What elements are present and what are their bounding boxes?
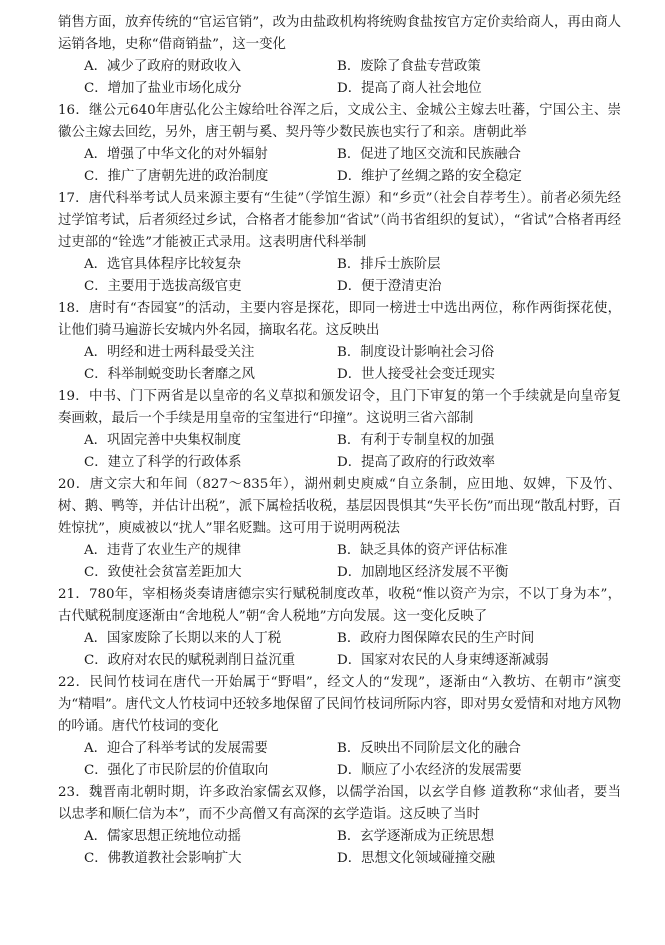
question-16 <box>58 100 621 188</box>
option-a: A．增强了中华文化的对外辐射 <box>84 147 268 162</box>
question-options <box>58 628 621 672</box>
option-d: D．加剧地区经济发展不平衡 <box>337 565 509 580</box>
option-a: A．选官具体程序比较复杂 <box>84 257 241 272</box>
question-20 <box>58 474 621 584</box>
option-b: B．反映出不同阶层文化的融合 <box>337 741 521 756</box>
option-c: C．科举制蜕变助长奢靡之风 <box>84 367 255 382</box>
question-options <box>58 540 621 584</box>
option-a: A．国家废除了长期以来的人丁税 <box>84 631 282 646</box>
option-b: B．缺乏具体的资产评估标准 <box>337 543 508 558</box>
question-22 <box>58 672 621 782</box>
option-d: D．提高了商人社会地位 <box>337 81 482 96</box>
option-d: D．提高了政府的行政效率 <box>337 455 496 470</box>
question-19 <box>58 386 621 474</box>
option-b: B．玄学逐渐成为正统思想 <box>337 829 495 844</box>
option-b: B．有利于专制皇权的加强 <box>337 433 495 448</box>
option-b: B．政府力图保障农民的生产时间 <box>337 631 535 646</box>
option-c: C．佛教道教社会影响扩大 <box>84 851 242 866</box>
question-23 <box>58 782 621 870</box>
option-a: A．迎合了科举考试的发展需要 <box>84 741 268 756</box>
option-b: B．排斥士族阶层 <box>337 257 441 272</box>
option-d: D．便于澄清吏治 <box>337 279 442 294</box>
question-stem: 23．魏晋南北朝时期，许多政治家儒玄双修，以儒学治国，以玄学自修 道教称“求仙者，要当以忠孝和顺仁信为本”，而不少高僧又有高深的玄学造诣。这反映了当时 <box>58 785 621 822</box>
option-c: C．主要用于选拔高级官吏 <box>84 279 242 294</box>
option-c: C．推广了唐朝先进的政治制度 <box>84 169 269 184</box>
question-options <box>58 342 621 386</box>
question-18 <box>58 298 621 386</box>
question-options <box>58 144 621 188</box>
option-c: C．致使社会贫富差距加大 <box>84 565 242 580</box>
option-c: C．建立了科学的行政体系 <box>84 455 242 470</box>
option-c: C．强化了市民阶层的价值取向 <box>84 763 269 778</box>
question-stem: 16．继公元640年唐弘化公主嫁给吐谷浑之后，文成公主、金城公主嫁去吐蕃，宁国公主、崇徽公主嫁去回纥，另外，唐王朝与奚、契丹等少数民族也实行了和亲。唐朝此举 <box>58 103 621 140</box>
question-stem: 22．民间竹枝词在唐代一开始属于“野唱”，经文人的“发现”，逐渐由“入教坊、在朝市”演变为“精唱”。唐代文人竹枝词中还较多地保留了民间竹枝词所际内容，即对男女爱情和对地方风物的吟诵。唐代竹枝词的变化 <box>58 675 621 734</box>
question-stem: 19．中书、门下两省是以皇帝的名义草拟和颁发诏令，且门下审复的第一个手续就是向皇帝复奏画敕，最后一个手续是用皇帝的宝玺进行“印撞”。这说明三省六部制 <box>58 389 621 426</box>
intro-options <box>58 56 621 100</box>
question-options <box>58 254 621 298</box>
option-d: D．思想文化领域碰撞交融 <box>337 851 496 866</box>
option-d: D．世人接受社会变迁现实 <box>337 367 496 382</box>
question-17 <box>58 188 621 298</box>
option-b: B．制度设计影响社会习俗 <box>337 345 495 360</box>
option-a: A．减少了政府的财政收入 <box>84 59 241 74</box>
question-stem: 21．780年，宰相杨炎奏请唐德宗实行赋税制度改革，收税“惟以资产为宗，不以丁身为本”，古代赋税制度逐渐由“舍地税人”朝“舍人税地”方向发展。这一变化反映了 <box>58 587 621 624</box>
option-c: C．政府对农民的赋税剥削日益沉重 <box>84 653 296 668</box>
option-a: A．明经和进士两科最受关注 <box>84 345 255 360</box>
question-21 <box>58 584 621 672</box>
option-b: B．废除了食盐专营政策 <box>337 59 481 74</box>
option-c: C．增加了盐业市场化成分 <box>84 81 242 96</box>
option-d: D．顺应了小农经济的发展需要 <box>337 763 522 778</box>
intro-block <box>58 12 621 100</box>
question-stem: 18．唐时有“杏园宴”的活动，主要内容是探花，即同一榜进士中选出两位，称作两街探花使，让他们骑马遍游长安城内外名园，摘取名花。这反映出 <box>58 301 621 338</box>
option-a: A．违背了农业生产的规律 <box>84 543 241 558</box>
question-options <box>58 430 621 474</box>
question-stem: 20．唐文宗大和年间（827～835年），湖州刺史庾威“自立条制，应田地、奴婢，下及竹、树、鹅、鸭等，并估计出税”，派下属检括收税，基层因畏惧其“失平长伤”而出现“散乱村野，百姓惊扰”，庾威被以“扰人”罪名贬黜。这可用于说明两税法 <box>58 477 622 536</box>
intro-text: 销售方面，放弃传统的“官运官销”，改为由盐政机构将统购食盐按官方定价卖给商人，再由商人运销各地，史称“借商销盐”，这一变化 <box>58 15 621 52</box>
option-b: B．促进了地区交流和民族融合 <box>337 147 521 162</box>
question-options <box>58 738 621 782</box>
option-a: A．巩固完善中央集权制度 <box>84 433 241 448</box>
option-a: A．儒家思想正统地位动摇 <box>84 829 241 844</box>
option-d: D．维护了丝绸之路的安全稳定 <box>337 169 522 184</box>
question-stem: 17．唐代科举考试人员来源主要有“生徒”（学馆生源）和“乡贡”（社会自荐考生）。前者必须先经过学馆考试，后者须经过乡试，合格者才能参加“省试”（尚书省组织的复试），“省试”合格者再经过吏部的“铨选”才能被正式录用。这表明唐代科举制 <box>58 191 621 250</box>
option-d: D．国家对农民的人身束缚逐渐减弱 <box>337 653 549 668</box>
question-options <box>58 826 621 870</box>
